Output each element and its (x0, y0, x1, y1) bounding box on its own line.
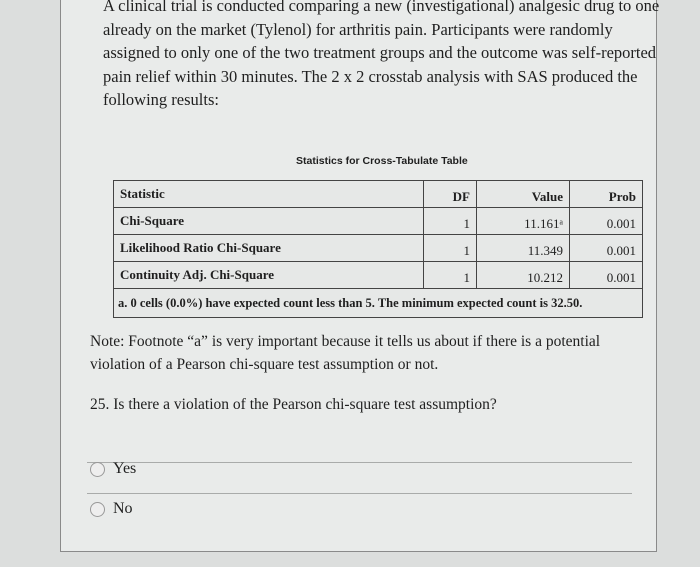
option-yes[interactable] (90, 460, 136, 478)
row-statistic: Chi-Square (114, 208, 424, 235)
question-intro: A clinical trial is conducted comparing a new (investigational) analgesic drug to one already on the market (Tylenol) for arthritis pain. Participants were randomly assigned to only one of the two treatment groups and the outcome was self-reported pain relief within 30 minutes. The 2 x 2 crosstab analysis with SAS produced the following results: (103, 0, 660, 109)
table-header-row (114, 181, 643, 208)
option-label: No (113, 500, 133, 517)
question-text: 25. Is there a violation of the Pearson chi-square test assumption? (90, 396, 497, 413)
radio-button[interactable] (90, 462, 105, 477)
row-value: 10.212 (477, 262, 570, 289)
option-no[interactable] (90, 500, 133, 518)
header-value: Value (477, 181, 570, 208)
header-prob: Prob (570, 181, 643, 208)
table-row (114, 262, 643, 289)
row-df: 1 (424, 262, 477, 289)
table-row (114, 235, 643, 262)
table-footnote: a. 0 cells (0.0%) have expected count less than 5. The minimum expected count is 32.50. (114, 289, 643, 318)
row-statistic: Likelihood Ratio Chi-Square (114, 235, 424, 262)
row-df: 1 (424, 208, 477, 235)
row-prob: 0.001 (570, 262, 643, 289)
divider (87, 462, 632, 463)
crosstab-statistics-table (113, 180, 643, 318)
header-df: DF (424, 181, 477, 208)
radio-button[interactable] (90, 502, 105, 517)
row-value: 11.349 (477, 235, 570, 262)
row-df: 1 (424, 235, 477, 262)
table-caption: Statistics for Cross-Tabulate Table (296, 155, 468, 167)
table-row (114, 208, 643, 235)
row-statistic: Continuity Adj. Chi-Square (114, 262, 424, 289)
header-statistic: Statistic (114, 181, 424, 208)
divider (87, 493, 632, 494)
table-footnote-row (114, 289, 643, 318)
note-text: Note: Footnote “a” is very important because it tells us about if there is a potential violation of a Pearson chi-square test assumption or not. (90, 333, 601, 373)
row-prob: 0.001 (570, 235, 643, 262)
row-prob: 0.001 (570, 208, 643, 235)
option-label: Yes (113, 460, 137, 477)
row-value: 11.161ᵃ (477, 208, 570, 235)
